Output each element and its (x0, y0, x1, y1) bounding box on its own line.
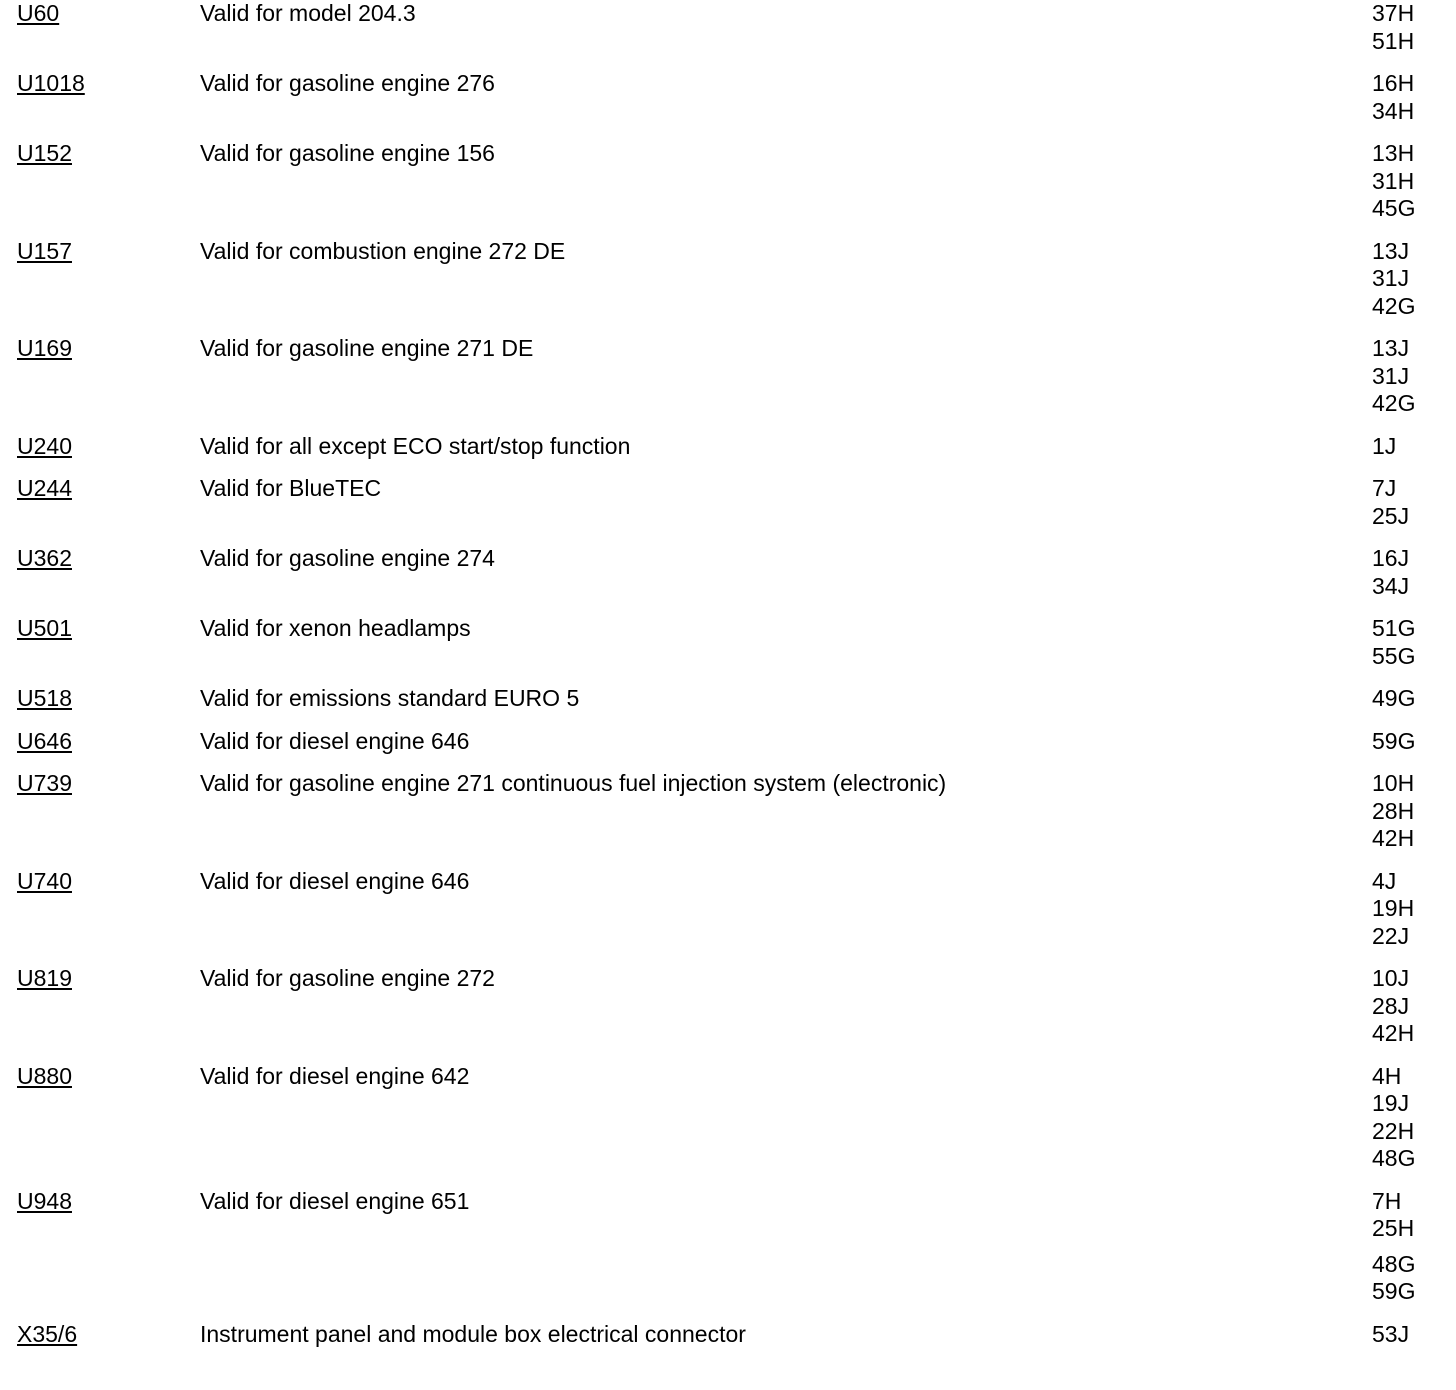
legend-description: Instrument panel and module box electrical connector (200, 1320, 746, 1347)
legend-description: Valid for diesel engine 646 (200, 727, 470, 754)
grid-reference: 16J (1372, 545, 1410, 571)
legend-code-link[interactable]: U880 (17, 1062, 72, 1089)
grid-reference-list (1372, 685, 1452, 713)
grid-reference: 13H (1372, 140, 1415, 166)
legend-description: Valid for diesel engine 651 (200, 1187, 470, 1214)
legend-row (0, 868, 1456, 966)
grid-reference-list (1372, 140, 1452, 223)
legend-description: Valid for diesel engine 646 (200, 867, 470, 894)
legend-row (0, 965, 1456, 1063)
legend-description: Valid for gasoline engine 271 DE (200, 335, 534, 361)
legend-description: Valid for all except ECO start/stop function (200, 432, 631, 459)
legend-row (0, 475, 1456, 545)
legend-row (0, 140, 1456, 238)
grid-reference: 22J (1372, 922, 1410, 949)
legend-description: Valid for emissions standard EURO 5 (200, 685, 580, 711)
grid-reference: 31J (1372, 265, 1410, 291)
legend-row (0, 545, 1456, 615)
grid-reference: 4H (1372, 1062, 1402, 1089)
grid-reference-list (1372, 965, 1452, 1048)
legend-code-link[interactable]: X35/6 (17, 1320, 78, 1347)
legend-description: Valid for combustion engine 272 DE (200, 237, 566, 264)
grid-reference: 16H (1372, 70, 1415, 96)
legend-description: Valid for gasoline engine 276 (200, 70, 495, 96)
legend-code-link[interactable]: U739 (17, 770, 72, 796)
legend-code-link[interactable]: U169 (17, 335, 72, 361)
grid-reference: 59G (1372, 1278, 1416, 1304)
legend-code-link[interactable]: U152 (17, 140, 72, 166)
grid-reference: 7J (1372, 475, 1397, 501)
grid-reference: 22H (1372, 1117, 1415, 1144)
legend-code-link[interactable]: U157 (17, 237, 72, 264)
grid-reference: 25J (1372, 502, 1410, 529)
legend-row (0, 238, 1456, 336)
legend-code-link[interactable]: U948 (17, 1187, 72, 1214)
grid-reference-list (1372, 1321, 1452, 1349)
grid-reference-list (1372, 615, 1452, 670)
grid-reference: 10H (1372, 770, 1415, 796)
grid-reference: 19H (1372, 895, 1415, 921)
grid-reference: 34H (1372, 97, 1415, 124)
grid-reference: 42G (1372, 390, 1416, 416)
legend-row (0, 0, 1456, 70)
legend-row (0, 685, 1456, 728)
grid-reference: 49G (1372, 685, 1416, 711)
grid-reference: 45G (1372, 195, 1416, 221)
legend-description: Valid for gasoline engine 274 (200, 545, 495, 571)
grid-reference-list (1372, 475, 1452, 530)
grid-reference: 19J (1372, 1090, 1410, 1116)
grid-reference: 31H (1372, 167, 1415, 194)
grid-reference: 34J (1372, 572, 1410, 599)
grid-reference: 53J (1372, 1320, 1410, 1347)
grid-reference-list (1372, 70, 1452, 125)
legend-description: Valid for gasoline engine 272 (200, 965, 495, 991)
legend-code-link[interactable]: U646 (17, 727, 72, 754)
grid-reference-list (1372, 868, 1452, 951)
grid-reference: 13J (1372, 237, 1410, 264)
legend-code-link[interactable]: U501 (17, 615, 72, 641)
legend-row (0, 1188, 1456, 1321)
grid-reference-list (1372, 545, 1452, 600)
legend-description: Valid for diesel engine 642 (200, 1062, 470, 1089)
grid-reference: 4J (1372, 867, 1397, 894)
grid-reference: 25H (1372, 1215, 1415, 1241)
legend-row (0, 70, 1456, 140)
grid-reference-list (1372, 433, 1452, 461)
grid-reference: 48G (1372, 1250, 1416, 1277)
legend-row (0, 728, 1456, 771)
legend-row (0, 433, 1456, 476)
grid-reference: 7H (1372, 1187, 1402, 1214)
legend-description: Valid for model 204.3 (200, 0, 416, 26)
grid-reference: 42G (1372, 292, 1416, 319)
grid-reference: 10J (1372, 965, 1410, 991)
grid-reference: 42H (1372, 825, 1415, 851)
grid-reference-list (1372, 335, 1452, 418)
legend-code-link[interactable]: U1018 (17, 70, 85, 96)
grid-reference-list (1372, 728, 1452, 756)
legend-row (0, 1063, 1456, 1188)
grid-reference: 1J (1372, 432, 1397, 459)
legend-code-link[interactable]: U362 (17, 545, 72, 571)
grid-reference-list (1372, 770, 1452, 853)
grid-reference: 42H (1372, 1020, 1415, 1046)
legend-code-link[interactable]: U244 (17, 475, 72, 501)
legend-row (0, 615, 1456, 685)
legend-description: Valid for xenon headlamps (200, 615, 471, 641)
grid-reference-list (1372, 0, 1452, 55)
grid-reference: 13J (1372, 335, 1410, 361)
legend-description: Valid for gasoline engine 156 (200, 140, 495, 166)
grid-reference: 48G (1372, 1145, 1416, 1171)
grid-reference: 51H (1372, 27, 1415, 54)
grid-reference: 55G (1372, 642, 1416, 669)
legend-code-link[interactable]: U518 (17, 685, 72, 711)
grid-reference: 28H (1372, 797, 1415, 824)
grid-reference: 51G (1372, 615, 1416, 641)
legend-code-link[interactable]: U819 (17, 965, 72, 991)
grid-reference: 37H (1372, 0, 1415, 26)
grid-reference: 28J (1372, 992, 1410, 1019)
legend-row (0, 1321, 1456, 1364)
legend-description: Valid for BlueTEC (200, 475, 382, 501)
grid-reference-list (1372, 238, 1452, 321)
legend-row (0, 335, 1456, 433)
legend-description: Valid for gasoline engine 271 continuous fuel injection system (electronic) (200, 770, 947, 796)
grid-reference-list (1372, 1188, 1452, 1306)
grid-reference: 59G (1372, 727, 1416, 754)
legend-code-link[interactable]: U60 (17, 0, 60, 26)
grid-reference-list (1372, 1063, 1452, 1173)
legend-code-link[interactable]: U740 (17, 867, 72, 894)
legend-row (0, 770, 1456, 868)
legend-code-link[interactable]: U240 (17, 432, 72, 459)
grid-reference: 31J (1372, 362, 1410, 389)
